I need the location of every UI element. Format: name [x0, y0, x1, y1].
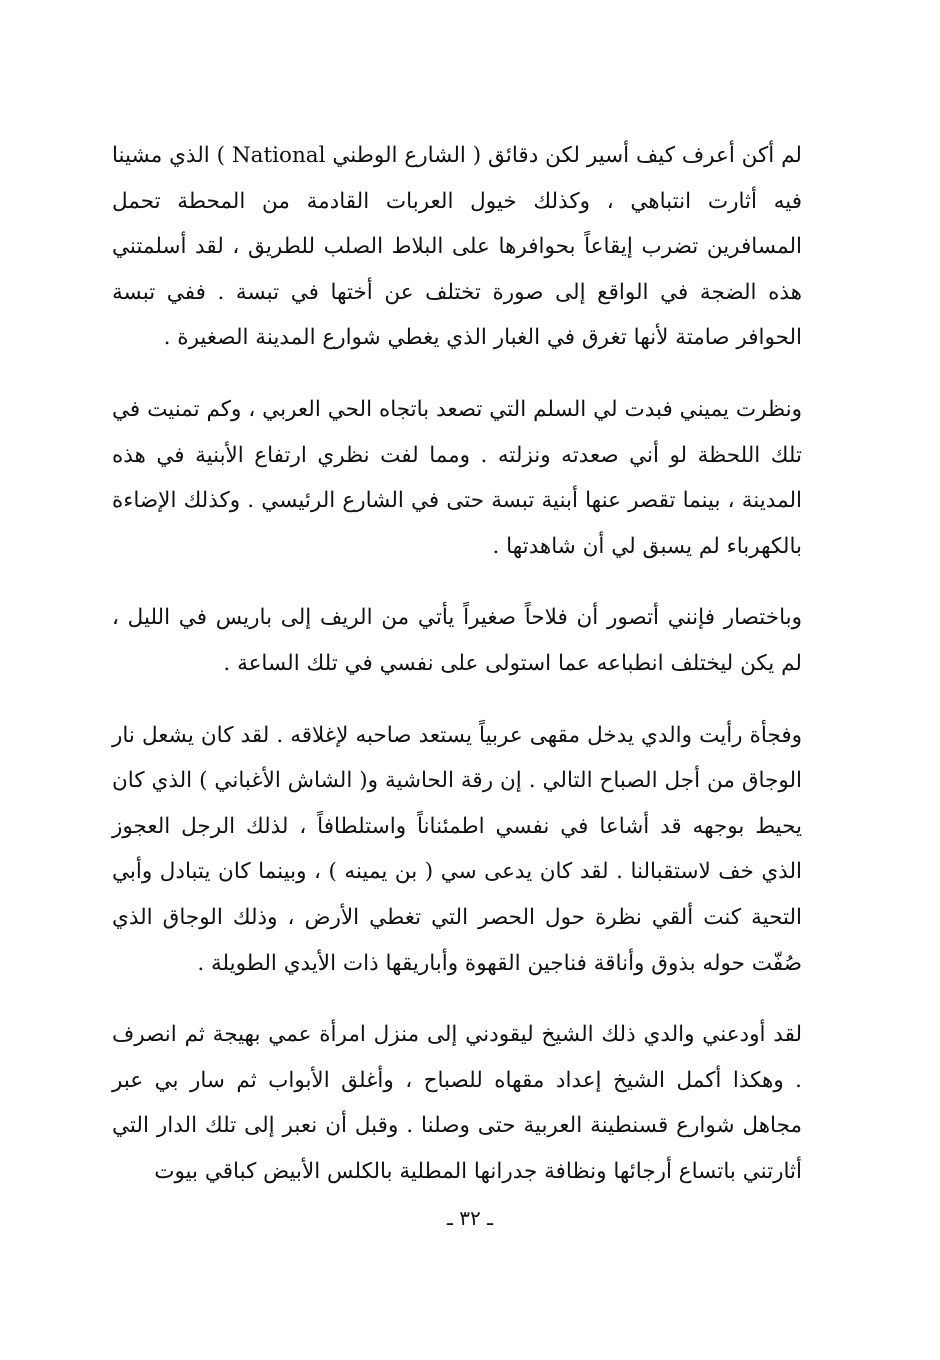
paragraph-5	[112, 1012, 802, 1194]
paragraph-text: لقد أودعني والدي ذلك الشيخ ليقودني إلى منزل امرأة عمي بهيجة ثم انصرف . وهكذا أكمل الشيخ إعداد مقهاه للصباح ، وأغلق الأبواب ثم سار بي عبر مجاهل شوارع قسنطينة العربية حتى وصلنا . وقبل أن نعبر إلى تلك الدار التي أثارتني باتساع أرجائها ونظافة جدرانها المطلية بالكلس الأبيض كباقي بيوت	[112, 1022, 802, 1184]
paragraph-text: لم أكن أعرف كيف أسير لكن دقائق ( الشارع الوطني National ) الذي مشينا فيه أثارت انتباهي ، وكذلك خيول العربات القادمة من المحطة تحمل المسافرين تضرب إيقاعاً بحوافرها على البلاط الصلب للطريق ، لقد أسلمتني هذه الضجة في الواقع إلى صورة تختلف عن أختها في تبسة . ففي تبسة الحوافر صامتة لأنها تغرق في الغبار الذي يغطي شوارع المدينة الصغيرة .	[112, 143, 802, 351]
paragraph-text: وباختصار فإنني أتصور أن فلاحاً صغيراً يأتي من الريف إلى باريس في الليل ، لم يكن ليختلف انطباعه عما استولى على نفسي في تلك الساعة .	[112, 605, 802, 676]
paragraph-3	[112, 595, 802, 686]
paragraph-1	[112, 133, 802, 361]
page-number: ـ ٣٢ ـ	[447, 1206, 493, 1230]
body-text	[112, 133, 802, 1220]
paragraph-4	[112, 713, 802, 987]
paragraph-2	[112, 387, 802, 569]
paragraph-text: وفجأة رأيت والدي يدخل مقهى عربياً يستعد صاحبه لإغلاقه . لقد كان يشعل نار الوجاق من أجل الصباح التالي . إن رقة الحاشية و( الشاش الأغباني ) الذي كان يحيط بوجهه قد أشاعا في نفسي اطمئناناً واستلطافاً ، لذلك الرجل العجوز الذي خف لاستقبالنا . لقد كان يدعى سي ( بن يمينه ) ، وبينما كان يتبادل وأبي التحية كنت ألقي نظرة حول الحصر التي تغطي الأرض ، وذلك الوجاق الذي صُفّت حوله بذوق وأناقة فناجين القهوة وأباريقها ذات الأيدي الطويلة .	[112, 722, 802, 976]
paragraph-text: ونظرت يميني فبدت لي السلم التي تصعد باتجاه الحي العربي ، وكم تمنيت في تلك اللحظة لو أني صعدته ونزلته . ومما لفت نظري ارتفاع الأبنية في هذه المدينة ، بينما تقصر عنها أبنية تبسة حتى في الشارع الرئيسي . وكذلك الإضاءة بالكهرباء لم يسبق لي أن شاهدتها .	[112, 396, 802, 559]
